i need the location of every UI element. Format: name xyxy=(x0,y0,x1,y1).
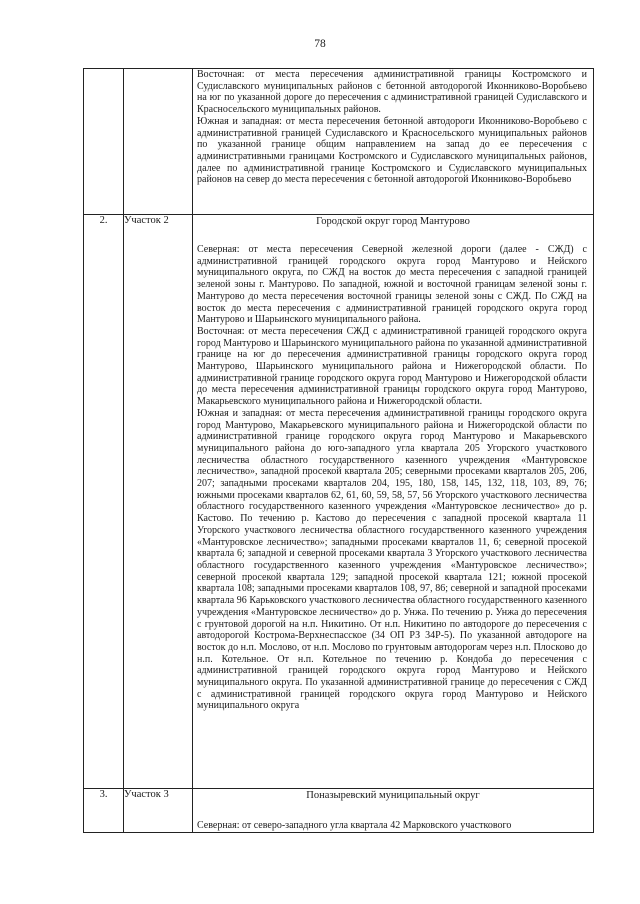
district-heading: Городской округ город Мантурово xyxy=(316,216,470,227)
table-row xyxy=(84,789,594,833)
description-paragraph: Южная и западная: от места пересечения административной границы городского округа город Мантурово, Макарьевского муниципального района и Нижегородской области по административной границе городского округа город Мантурово и Макарьевского муниципального района до юго-западного угла квартала 205 Угорского участкового лесничества областного государственного казенного учреждения «Мантуровское лесничество», западной просекой квартала 205; северными просеками кварталов 205, 206, 207; западными просеками кварталов 204, 195, 180, 158, 145, 132, 118, 103, 89, 76; южными просеками кварталов 62, 61, 60, 59, 58, 57, 56 Угорского участкового лесничества областного государственного казенного учреждения «Мантуровское лесничество» до р. Кастово. По течению р. Кастово до пересечения с западной просекой квартала 11 Угорского участкового лесничества областного государственного казенного учреждения «Мантуровское лесничество»; западными просеками кварталов 11, 6; северной просекой квартала 6; западной и северной просеками квартала 3 Угорского участкового лесничества областного государственного казенного учреждения «Мантуровское лесничество»; северной просекой квартала 129; западной просекой квартала 121; южной просекой квартала 108; западными просеками кварталов 108, 97, 86; северной и западной просеками квартала 96 Карьковского участкового лесничества областного государственного казенного учреждения «Мантуровское лесничество» до р. Унжа. По течению р. Унжа до пересечения с грунтовой дорогой на н.п. Никитино. От н.п. Никитино по автодороге до пересечения с автодорогой Кострома-Верхнеспасское (34 ОП РЗ 34Р-5). По указанной автодороге на восток до н.п. Мослово, от н.п. Мослово по грунтовым автодорогам через н.п. Плосково до н.п. Котельное. От н.п. Котельное по течению р. Кондоба до пересечения с административной границей городского округа город Мантурово и Нейского муниципального округа. По указанной административной границе до пересечения с СЖД с административной границей городского округа город Мантурово и Нейского муниципального округа xyxy=(197,407,587,712)
row-name-cell xyxy=(124,69,193,215)
table-row xyxy=(84,215,594,789)
description-paragraph: Северная: от северо-западного угла квартала 42 Марковского участкового xyxy=(197,820,512,831)
description-paragraph: Восточная: от места пересечения СЖД с административной границей городского округа город Мантурово и Шарьинского муниципального района по указанной административной границе на юг до пересечения административной границы городского округа город Мантурово, Шарьинского муниципального района и Нижегородской области. По административной границе городского округа город Мантурово и Нижегородской области до места пересечения административной границы городского округа город Мантурово, Макарьевского муниципального района и Нижегородской области. xyxy=(197,325,587,408)
description-paragraph: Южная и западная: от места пересечения бетонной автодороги Иконниково-Воробьево с административной границей Судиславского и Красносельского муниципальных районов по указанной границе общим направлением на запад до ее пересечения с административными границами Костромского и Судиславского муниципальных районов, далее по административной границе Костромского и Судиславского муниципальных районов на север до места пересечения с бетонной автодорогой Иконниково-Воробьево xyxy=(197,115,587,186)
row-number-cell xyxy=(84,69,124,215)
description-cell xyxy=(193,789,594,833)
table-row xyxy=(84,69,594,215)
row-name-cell: Участок 3 xyxy=(124,789,193,833)
description-cell xyxy=(193,69,594,215)
row-name-cell: Участок 2 xyxy=(124,215,193,789)
page-number: 78 xyxy=(314,38,326,50)
row-number-cell: 2. xyxy=(84,215,124,789)
regions-table xyxy=(83,68,594,833)
description-paragraph: Восточная: от места пересечения административной границы Костромского и Судиславского муниципальных районов с бетонной автодорогой Иконниково-Воробьево на юг по указанной дороге до пересечения с административной границей Судиславского и Красносельского муниципальных районов. xyxy=(197,69,587,116)
row-number-cell: 3. xyxy=(84,789,124,833)
district-heading: Поназыревский муниципальный округ xyxy=(306,790,480,801)
description-paragraph: Северная: от места пересечения Северной железной дороги (далее - СЖД) с административной границей городского округа город Мантурово и Нейского муниципального округа, по СЖД на восток до места пересечения с западной границей зеленой зоны г. Мантурово. По западной, южной и восточной границам зеленой зоны г. Мантурово до места пересечения восточной границы зеленой зоны с СЖД. По СЖД на восток до места пересечения с административной границей городского округа город Мантурово и Шарьинского муниципального района. xyxy=(197,244,587,326)
description-cell xyxy=(193,215,594,789)
